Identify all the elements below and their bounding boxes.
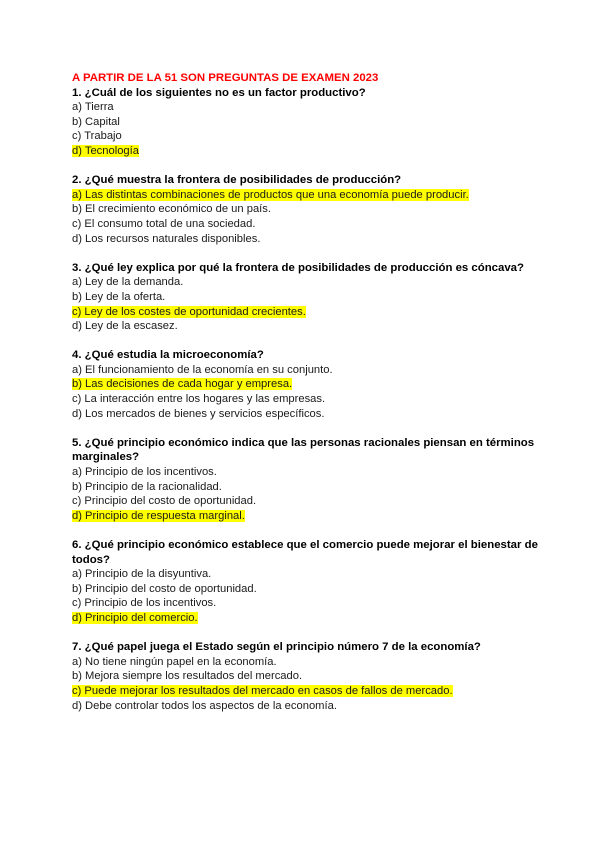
question-text: 6. ¿Qué principio económico establece que el comercio puede mejorar el bienestar de todos?	[72, 539, 538, 566]
answer-option: a) Ley de la demanda.	[72, 276, 184, 289]
answer-option-correct: c) Puede mejorar los resultados del mercado en casos de fallos de mercado.	[72, 684, 453, 697]
question-text: 7. ¿Qué papel juega el Estado según el principio número 7 de la economía?	[72, 641, 481, 654]
answer-option: b) Principio del costo de oportunidad.	[72, 582, 257, 595]
answer-option: a) El funcionamiento de la economía en su conjunto.	[72, 363, 333, 376]
question-block-1	[72, 86, 542, 159]
answer-option-correct: c) Ley de los costes de oportunidad crecientes.	[72, 305, 306, 318]
answer-option: b) El crecimiento económico de un país.	[72, 203, 271, 216]
document-page	[72, 71, 542, 728]
answer-option: b) Principio de la racionalidad.	[72, 480, 222, 493]
answer-option-correct: d) Principio de respuesta marginal.	[72, 509, 245, 522]
question-block-4	[72, 348, 542, 421]
answer-option-correct: b) Las decisiones de cada hogar y empresa.	[72, 378, 293, 391]
answer-option: d) Debe controlar todos los aspectos de la economía.	[72, 699, 337, 712]
answer-option: a) Principio de los incentivos.	[72, 466, 217, 479]
question-block-2	[72, 173, 542, 246]
answer-option: c) Trabajo	[72, 130, 122, 143]
question-block-5	[72, 436, 542, 524]
answer-option-correct: a) Las distintas combinaciones de productos que una economía puede producir.	[72, 188, 469, 201]
answer-option-correct: d) Tecnología	[72, 144, 139, 157]
question-block-7	[72, 640, 542, 713]
answer-option: b) Capital	[72, 115, 120, 128]
question-text: 1. ¿Cuál de los siguientes no es un factor productivo?	[72, 86, 366, 99]
answer-option: d) Los recursos naturales disponibles.	[72, 232, 261, 245]
question-text: 4. ¿Qué estudia la microeconomía?	[72, 349, 264, 362]
answer-option: a) Tierra	[72, 101, 114, 114]
answer-option: c) El consumo total de una sociedad.	[72, 217, 256, 230]
question-text: 3. ¿Qué ley explica por qué la frontera de posibilidades de producción es cóncava?	[72, 261, 524, 274]
answer-option: d) Los mercados de bienes y servicios específicos.	[72, 407, 325, 420]
answer-option: b) Mejora siempre los resultados del mercado.	[72, 670, 303, 683]
question-block-6	[72, 538, 542, 626]
answer-option: b) Ley de la oferta.	[72, 290, 166, 303]
question-block-3	[72, 261, 542, 334]
answer-option: a) No tiene ningún papel en la economía.	[72, 655, 277, 668]
answer-option: a) Principio de la disyuntiva.	[72, 568, 212, 581]
question-text: 5. ¿Qué principio económico indica que las personas racionales piensan en términos marginales?	[72, 436, 535, 464]
document-title: A PARTIR DE LA 51 SON PREGUNTAS DE EXAMEN 2023	[72, 72, 379, 84]
answer-option: c) Principio del costo de oportunidad.	[72, 495, 257, 508]
answer-option: d) Ley de la escasez.	[72, 320, 178, 333]
answer-option-correct: d) Principio del comercio.	[72, 611, 198, 624]
question-text: 2. ¿Qué muestra la frontera de posibilidades de producción?	[72, 174, 402, 187]
answer-option: c) La interacción entre los hogares y las empresas.	[72, 393, 326, 406]
answer-option: c) Principio de los incentivos.	[72, 597, 217, 610]
